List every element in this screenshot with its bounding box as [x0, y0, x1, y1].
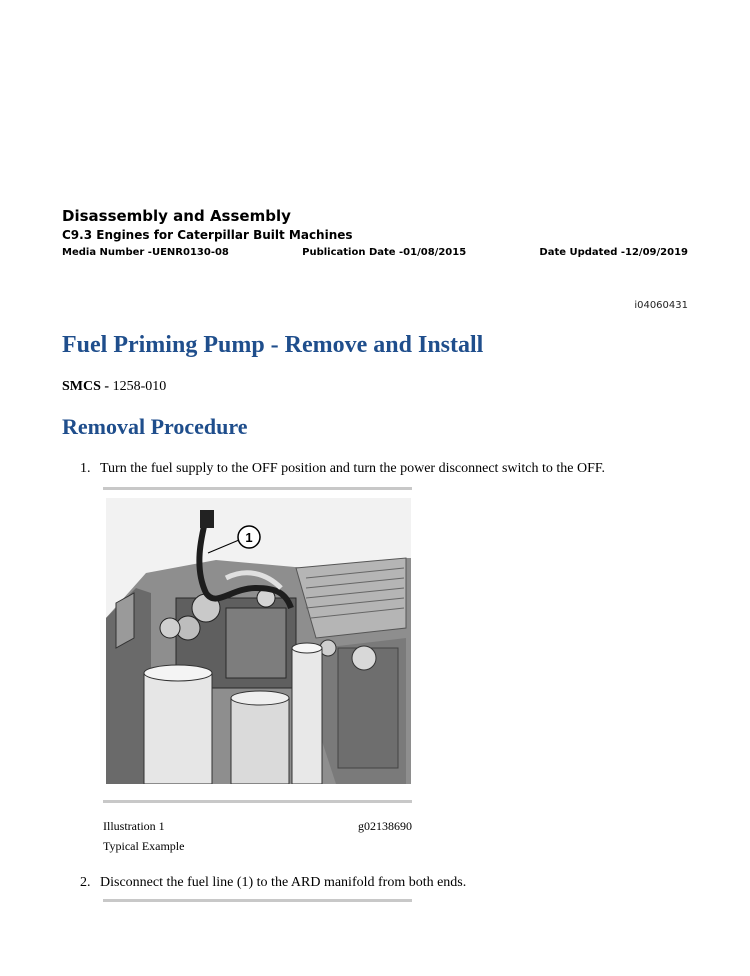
engine-illustration [106, 498, 411, 784]
page-title: Fuel Priming Pump - Remove and Install [62, 332, 484, 358]
figure-bottom-rule [103, 800, 412, 803]
step-item [80, 461, 605, 477]
step-item [80, 875, 466, 891]
step-text: Turn the fuel supply to the OFF position and turn the power disconnect switch to the OFF. [100, 461, 606, 476]
document-header [62, 207, 688, 258]
document-id: i04060431 [634, 300, 688, 311]
smcs-code [62, 379, 166, 395]
step-number: 2. [80, 875, 91, 890]
illustration-label: Illustration 1 [103, 819, 165, 833]
callout-label: 1 [245, 530, 253, 545]
publication-date: Publication Date -01/08/2015 [302, 247, 467, 258]
metadata-row [62, 247, 688, 258]
caption-text: Typical Example [103, 839, 185, 853]
figure-top-rule [103, 899, 412, 902]
step-number: 1. [80, 461, 91, 476]
graphic-id: g02138690 [358, 819, 412, 833]
document-subtitle: C9.3 Engines for Caterpillar Built Machines [62, 228, 353, 242]
document-title: Disassembly and Assembly [62, 207, 291, 225]
engine-drawing [106, 498, 411, 784]
smcs-value: 1258-010 [112, 379, 167, 394]
smcs-label: SMCS - [62, 379, 110, 394]
figure-caption [103, 819, 412, 854]
step-text: Disconnect the fuel line (1) to the ARD manifold from both ends. [100, 875, 467, 890]
figure-top-rule [103, 487, 412, 490]
date-updated: Date Updated -12/09/2019 [539, 247, 688, 258]
media-number: Media Number -UENR0130-08 [62, 247, 229, 258]
section-title: Removal Procedure [62, 414, 248, 439]
